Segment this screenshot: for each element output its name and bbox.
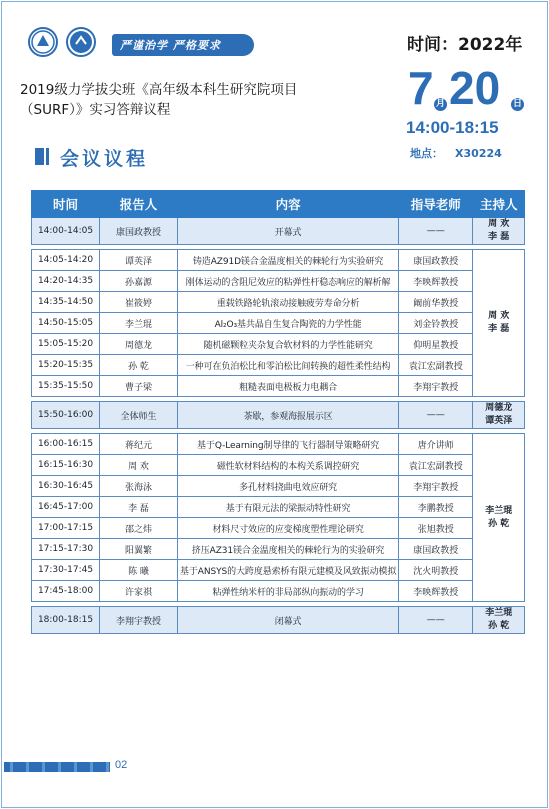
column-header-advisor: 指导老师 [399, 191, 473, 218]
content-cell: 基于ANSYS的大跨度悬索桥有限元建模及风致振动模拟 [178, 560, 399, 581]
advisor-cell: 张旭教授 [399, 518, 473, 539]
content-cell: 多孔材料挠曲电效应研究 [178, 476, 399, 497]
reporter-cell: 孙 乾 [100, 355, 178, 376]
table-row [32, 476, 525, 497]
time-cell: 18:00-18:15 [32, 607, 100, 634]
place-line [410, 145, 502, 161]
host-cell: 周德龙 谭英泽 [473, 402, 525, 429]
time-cell: 14:00-14:05 [32, 218, 100, 245]
reporter-cell: 李 磊 [100, 497, 178, 518]
content-cell: 铸造AZ91D镁合金温度相关的棘轮行为实验研究 [178, 250, 399, 271]
time-cell: 17:00-17:15 [32, 518, 100, 539]
month-number: 7 [408, 62, 434, 114]
table-row [32, 455, 525, 476]
advisor-cell: —— [399, 402, 473, 429]
reporter-cell: 张海泳 [100, 476, 178, 497]
advisor-cell: 仰明星教授 [399, 334, 473, 355]
reporter-cell: 李翔宇教授 [100, 607, 178, 634]
content-cell: 基于有限元法的梁振动特性研究 [178, 497, 399, 518]
table-row [32, 607, 525, 634]
time-cell: 16:00-16:15 [32, 434, 100, 455]
table-row [32, 334, 525, 355]
table-row [32, 292, 525, 313]
advisor-cell: 李映辉教授 [399, 581, 473, 602]
advisor-cell: 袁江宏副教授 [399, 355, 473, 376]
advisor-cell: 沈火明教授 [399, 560, 473, 581]
table-row [32, 313, 525, 334]
content-cell: 磁性软材料结构的本构关系调控研究 [178, 455, 399, 476]
time-cell: 15:20-15:35 [32, 355, 100, 376]
reporter-cell: 全体师生 [100, 402, 178, 429]
school-logo-icon [66, 27, 96, 57]
page-title-line2: （SURF）》实习答辩议程 [20, 102, 171, 118]
content-cell: 粘弹性纳米杆的非局部纵向振动的学习 [178, 581, 399, 602]
advisor-cell: 唐介讲师 [399, 434, 473, 455]
table-row [32, 218, 525, 245]
reporter-cell: 蒋纪元 [100, 434, 178, 455]
table-row [32, 518, 525, 539]
time-cell: 16:15-16:30 [32, 455, 100, 476]
host-cell: 周 欢 李 磊 [473, 218, 525, 245]
date-display [408, 62, 538, 118]
reporter-cell: 谭英泽 [100, 250, 178, 271]
reporter-cell: 康国政教授 [100, 218, 178, 245]
agenda-table [31, 190, 525, 634]
time-cell: 16:30-16:45 [32, 476, 100, 497]
table-header-row [32, 191, 525, 218]
table-row [32, 355, 525, 376]
time-cell: 16:45-17:00 [32, 497, 100, 518]
reporter-cell: 阳翼繁 [100, 539, 178, 560]
table-row [32, 497, 525, 518]
advisor-cell: —— [399, 607, 473, 634]
advisor-cell: 阚前华教授 [399, 292, 473, 313]
content-cell: 基于Q-Learning制导律的飞行器制导策略研究 [178, 434, 399, 455]
time-cell: 15:50-16:00 [32, 402, 100, 429]
table-row [32, 560, 525, 581]
time-label: 时间：2022年 [407, 35, 523, 55]
footer-decoration [4, 762, 110, 772]
advisor-cell: 刘金铃教授 [399, 313, 473, 334]
content-cell: 刚体运动的含阻尼效应的粘弹性杆稳态响应的解析解 [178, 271, 399, 292]
advisor-cell: 袁江宏副教授 [399, 455, 473, 476]
time-cell: 17:30-17:45 [32, 560, 100, 581]
content-cell: 一种可在负泊松比和零泊松比间转换的超性柔性结构 [178, 355, 399, 376]
time-cell: 15:35-15:50 [32, 376, 100, 397]
host-cell: 李兰琨 孙 乾 [473, 434, 525, 602]
time-cell: 14:35-14:50 [32, 292, 100, 313]
time-cell: 17:15-17:30 [32, 539, 100, 560]
reporter-cell: 崔筱婷 [100, 292, 178, 313]
content-cell: Al₂O₃基共晶自生复合陶瓷的力学性能 [178, 313, 399, 334]
column-header-host: 主持人 [473, 191, 525, 218]
reporter-cell: 许家祺 [100, 581, 178, 602]
advisor-cell: 康国政教授 [399, 539, 473, 560]
time-cell: 17:45-18:00 [32, 581, 100, 602]
reporter-cell: 周 欢 [100, 455, 178, 476]
reporter-cell: 周德龙 [100, 334, 178, 355]
content-cell: 茶歇，参观海报展示区 [178, 402, 399, 429]
section-marker [35, 148, 44, 165]
table-row [32, 250, 525, 271]
reporter-cell: 李兰琨 [100, 313, 178, 334]
page-number: 02 [115, 759, 128, 771]
column-header-reporter: 报告人 [100, 191, 178, 218]
time-cell: 14:50-15:05 [32, 313, 100, 334]
advisor-cell: —— [399, 218, 473, 245]
content-cell: 闭幕式 [178, 607, 399, 634]
content-cell: 挤压AZ31镁合金温度相关的棘轮行为的实验研究 [178, 539, 399, 560]
reporter-cell: 陈 曦 [100, 560, 178, 581]
advisor-cell: 李翔宇教授 [399, 376, 473, 397]
university-logo-icon [28, 27, 58, 57]
section-marker-thin [46, 148, 49, 165]
time-range: 14:00-18:15 [406, 118, 499, 137]
table-row [32, 271, 525, 292]
host-cell: 周 欢 李 磊 [473, 250, 525, 397]
time-cell: 14:05-14:20 [32, 250, 100, 271]
table-row [32, 581, 525, 602]
table-row [32, 539, 525, 560]
content-cell: 重载铁路轮轨滚动接触疲劳寿命分析 [178, 292, 399, 313]
time-cell: 15:05-15:20 [32, 334, 100, 355]
advisor-cell: 李翔宇教授 [399, 476, 473, 497]
column-header-time: 时间 [32, 191, 100, 218]
table-row [32, 402, 525, 429]
column-header-content: 内容 [178, 191, 399, 218]
advisor-cell: 李映辉教授 [399, 271, 473, 292]
place-label: 地点： [410, 147, 443, 160]
reporter-cell: 曹子梁 [100, 376, 178, 397]
page-title-line1: 2019级力学拔尖班《高年级本科生研究院项目 [20, 82, 298, 98]
content-cell: 开幕式 [178, 218, 399, 245]
place-value: X30224 [455, 147, 502, 160]
reporter-cell: 邵之炜 [100, 518, 178, 539]
content-cell: 材料尺寸效应的应变梯度塑性理论研究 [178, 518, 399, 539]
advisor-cell: 康国政教授 [399, 250, 473, 271]
section-title: 会议议程 [60, 148, 149, 170]
day-unit: 日 [512, 99, 522, 109]
host-cell: 李兰琨 孙 乾 [473, 607, 525, 634]
content-cell: 随机磁颗粒夹杂复合软材料的力学性能研究 [178, 334, 399, 355]
content-cell: 粗糙表面电极板力电耦合 [178, 376, 399, 397]
reporter-cell: 孙嘉源 [100, 271, 178, 292]
table-row [32, 376, 525, 397]
advisor-cell: 李鹏教授 [399, 497, 473, 518]
day-number: 20 [449, 62, 501, 114]
agenda-body [32, 218, 525, 634]
slogan-text: 严谨治学 严格要求 [120, 39, 221, 52]
table-row [32, 434, 525, 455]
month-unit: 月 [435, 99, 445, 109]
header-banner [28, 26, 254, 60]
time-cell: 14:20-14:35 [32, 271, 100, 292]
